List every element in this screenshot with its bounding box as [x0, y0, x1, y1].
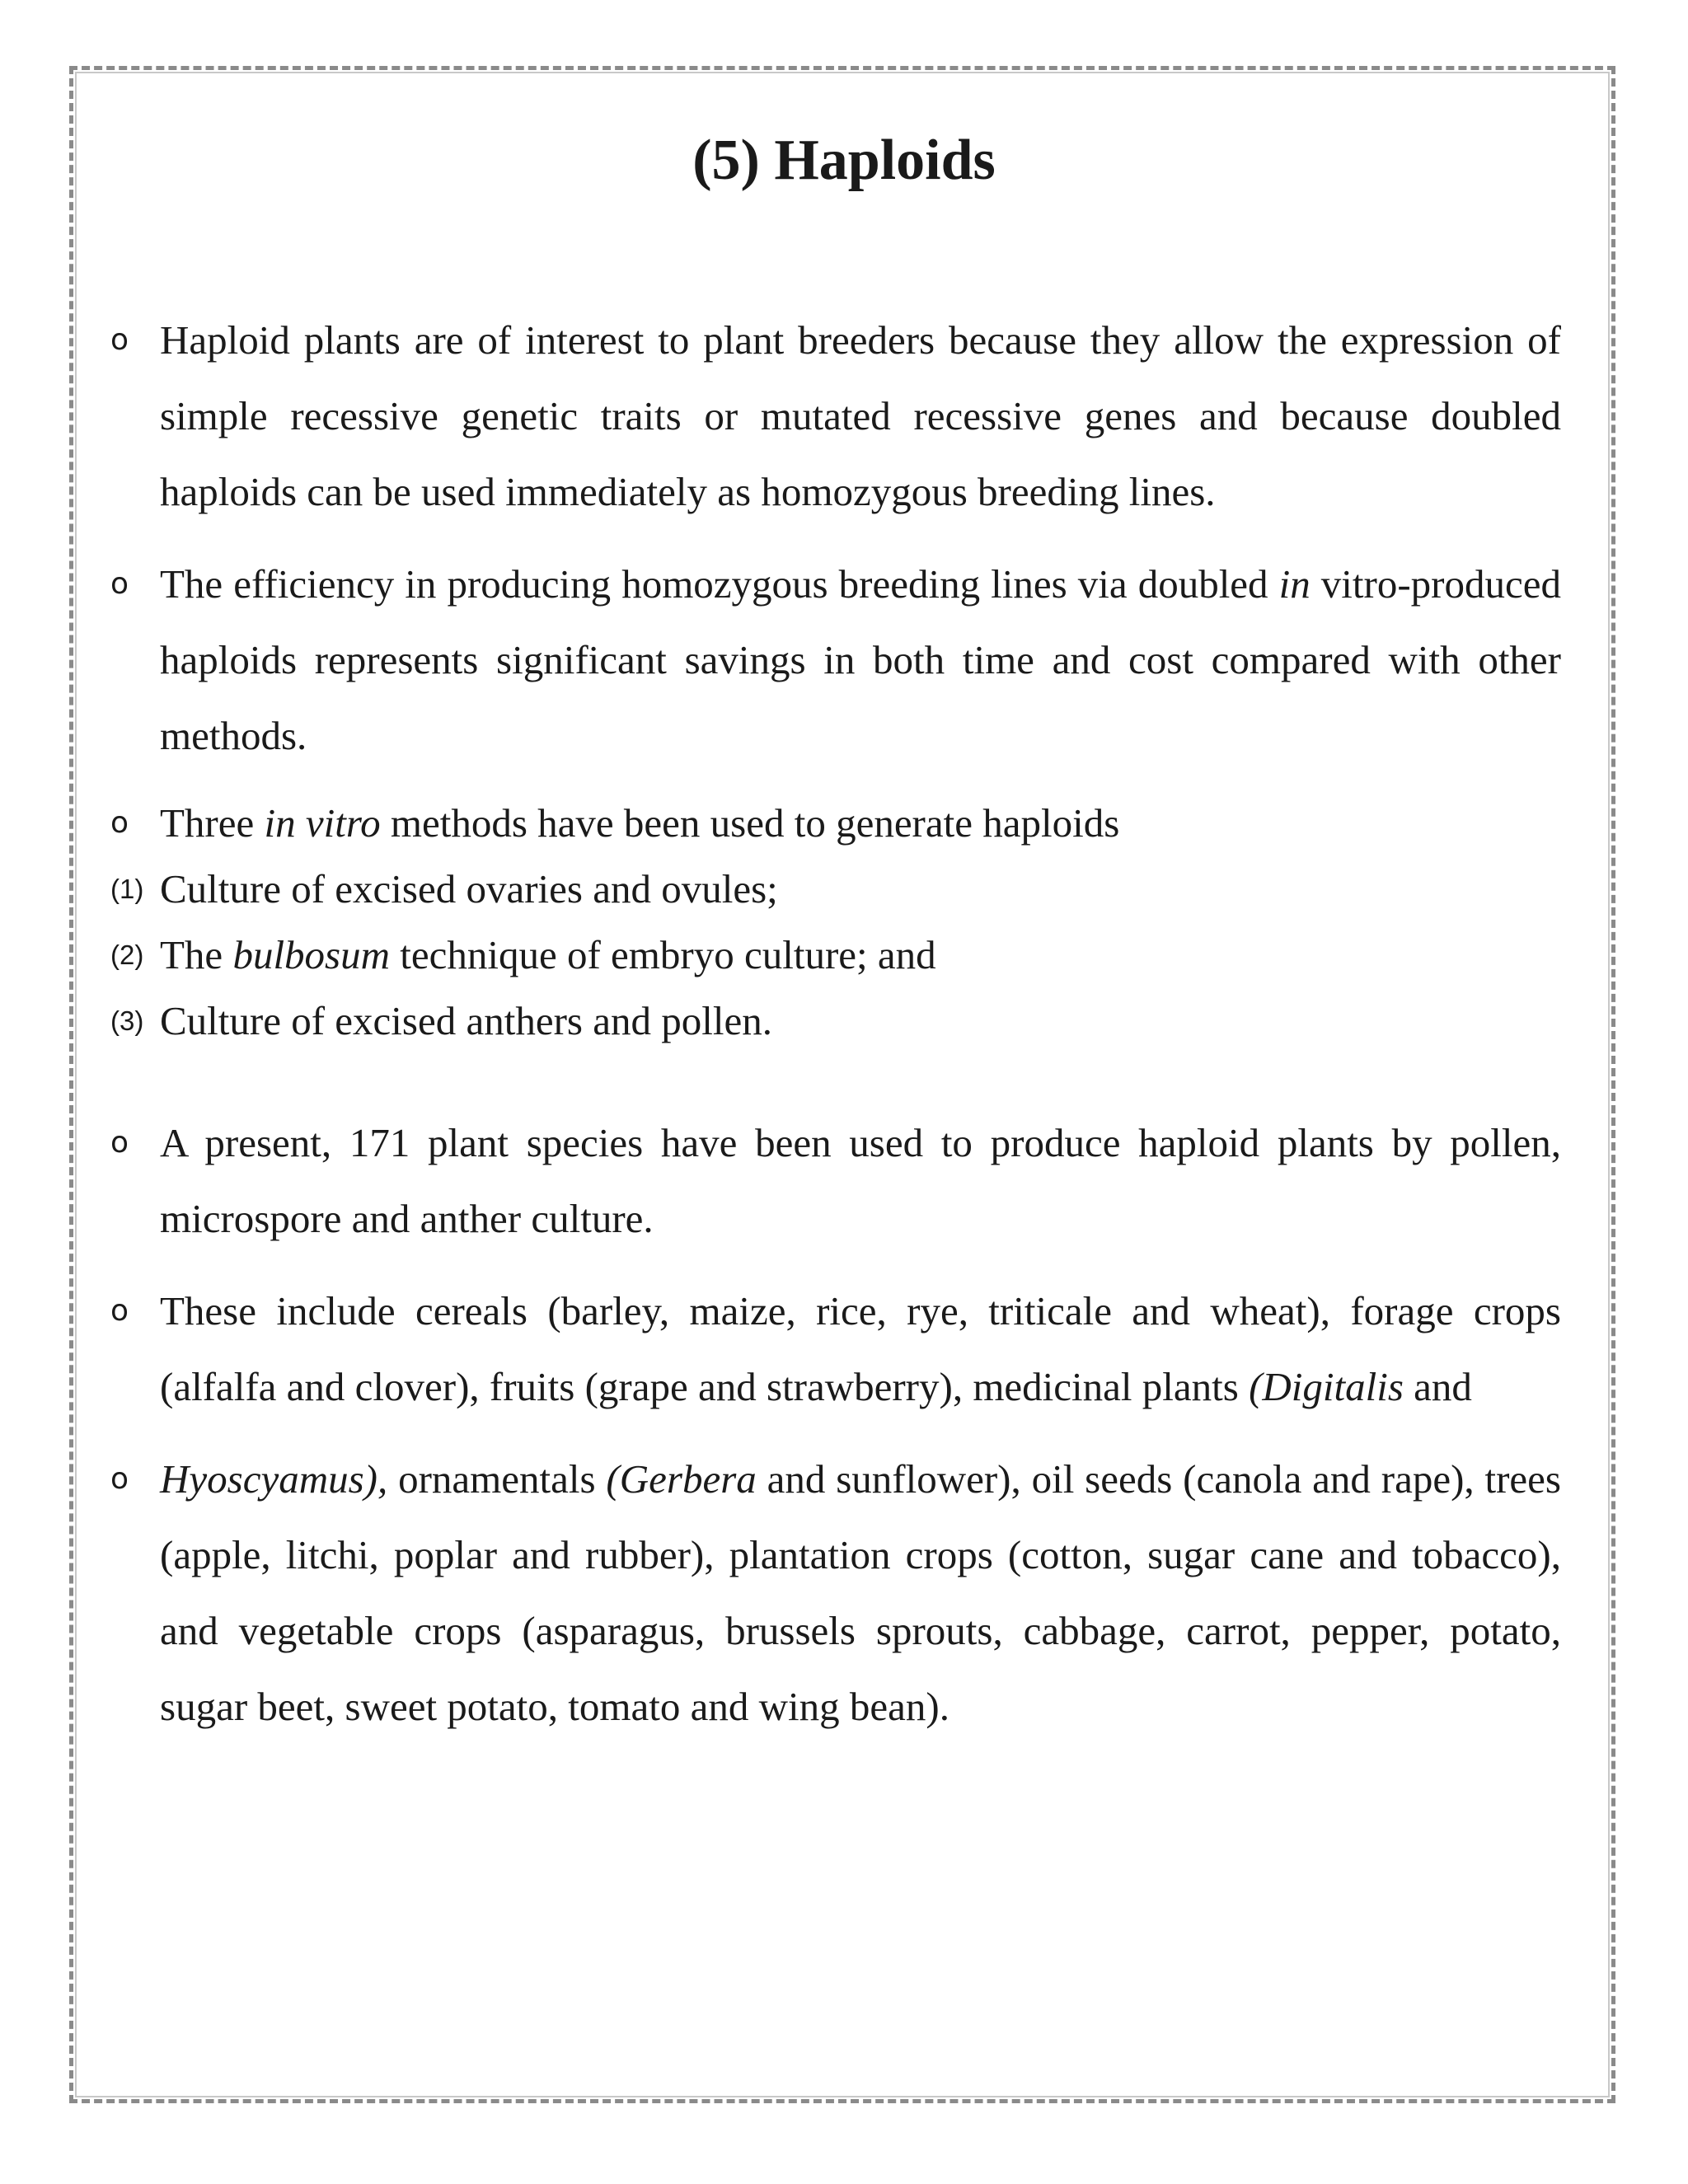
text-run: and sunflower), oil seeds (canola and rape), trees (apple, litchi, poplar and rubber), plantation crops (cotton, sugar cane and tobacco), and vegetable crops (asparagus, brussels sprouts, cabbage, carrot, pepper, potato, sugar beet, sweet potato, tomato and wing bean).	[160, 1456, 1562, 1729]
paragraph-text	[160, 800, 1119, 846]
bullet-paragraph	[110, 546, 1561, 774]
text-run: Culture of excised ovaries and ovules;	[160, 866, 778, 912]
text-run: The efficiency in producing homozygous breeding lines via doubled	[160, 561, 1279, 607]
paragraph-text	[160, 1456, 1561, 1729]
bullet-marker: o	[110, 1462, 129, 1496]
bullet-marker: o	[110, 323, 129, 357]
text-run: A present, 171 plant species have been used to produce haploid plants by pollen, microspore and anther culture.	[160, 1120, 1561, 1241]
text-run: These include cereals (barley, maize, rice, rye, triticale and wheat), forage crops (alfalfa and clover), fruits (grape and strawberry), medicinal plants	[160, 1288, 1561, 1409]
page-title: (5) Haploids	[692, 129, 996, 192]
bullet-marker: o	[110, 1294, 129, 1328]
bullet-marker: o	[110, 567, 129, 601]
paragraph-text	[160, 561, 1561, 758]
method-item	[110, 856, 1561, 922]
paragraph-text	[160, 1288, 1561, 1409]
method-text	[160, 998, 772, 1043]
paragraph-text	[160, 1120, 1561, 1241]
bullet-paragraph	[110, 1273, 1561, 1425]
bullet-paragraph	[110, 1441, 1561, 1745]
text-run: methods have been used to generate haploids	[380, 800, 1120, 846]
bullet-paragraph	[110, 1105, 1561, 1257]
bullet-paragraph	[110, 790, 1561, 856]
bullet-marker: o	[110, 806, 129, 840]
method-number: (2)	[110, 940, 144, 970]
italic-text-run: bulbosum	[232, 932, 391, 977]
text-run: and	[1403, 1364, 1472, 1409]
paragraph-text	[160, 317, 1561, 514]
method-item	[110, 922, 1561, 988]
italic-text-run: (Gerbera	[606, 1456, 757, 1502]
italic-text-run: in	[1278, 561, 1311, 607]
text-run: Culture of excised anthers and pollen.	[160, 998, 772, 1043]
italic-text-run: in vitro	[264, 800, 381, 846]
method-text	[160, 932, 936, 977]
text-run: Haploid plants are of interest to plant breeders because they allow the expression of simple recessive genetic traits or mutated recessive genes and because doubled haploids can be used immediately as homozygous breeding lines.	[160, 317, 1561, 514]
text-run: Three	[160, 800, 265, 846]
text-run: technique of embryo culture; and	[390, 932, 936, 977]
bullet-paragraph	[110, 302, 1561, 530]
italic-text-run: Hyoscyamus),	[160, 1456, 388, 1502]
text-run: vitro-produced haploids represents significant savings in both time and cost compared with other methods.	[160, 561, 1561, 758]
text-run: The	[160, 932, 233, 977]
method-text	[160, 866, 778, 912]
method-item	[110, 988, 1561, 1054]
bullet-marker: o	[110, 1126, 129, 1160]
italic-text-run: (Digitalis	[1249, 1364, 1404, 1409]
text-run: ornamentals	[387, 1456, 607, 1502]
method-number: (3)	[110, 1005, 144, 1036]
method-number: (1)	[110, 874, 144, 904]
document-body	[110, 302, 1561, 1745]
